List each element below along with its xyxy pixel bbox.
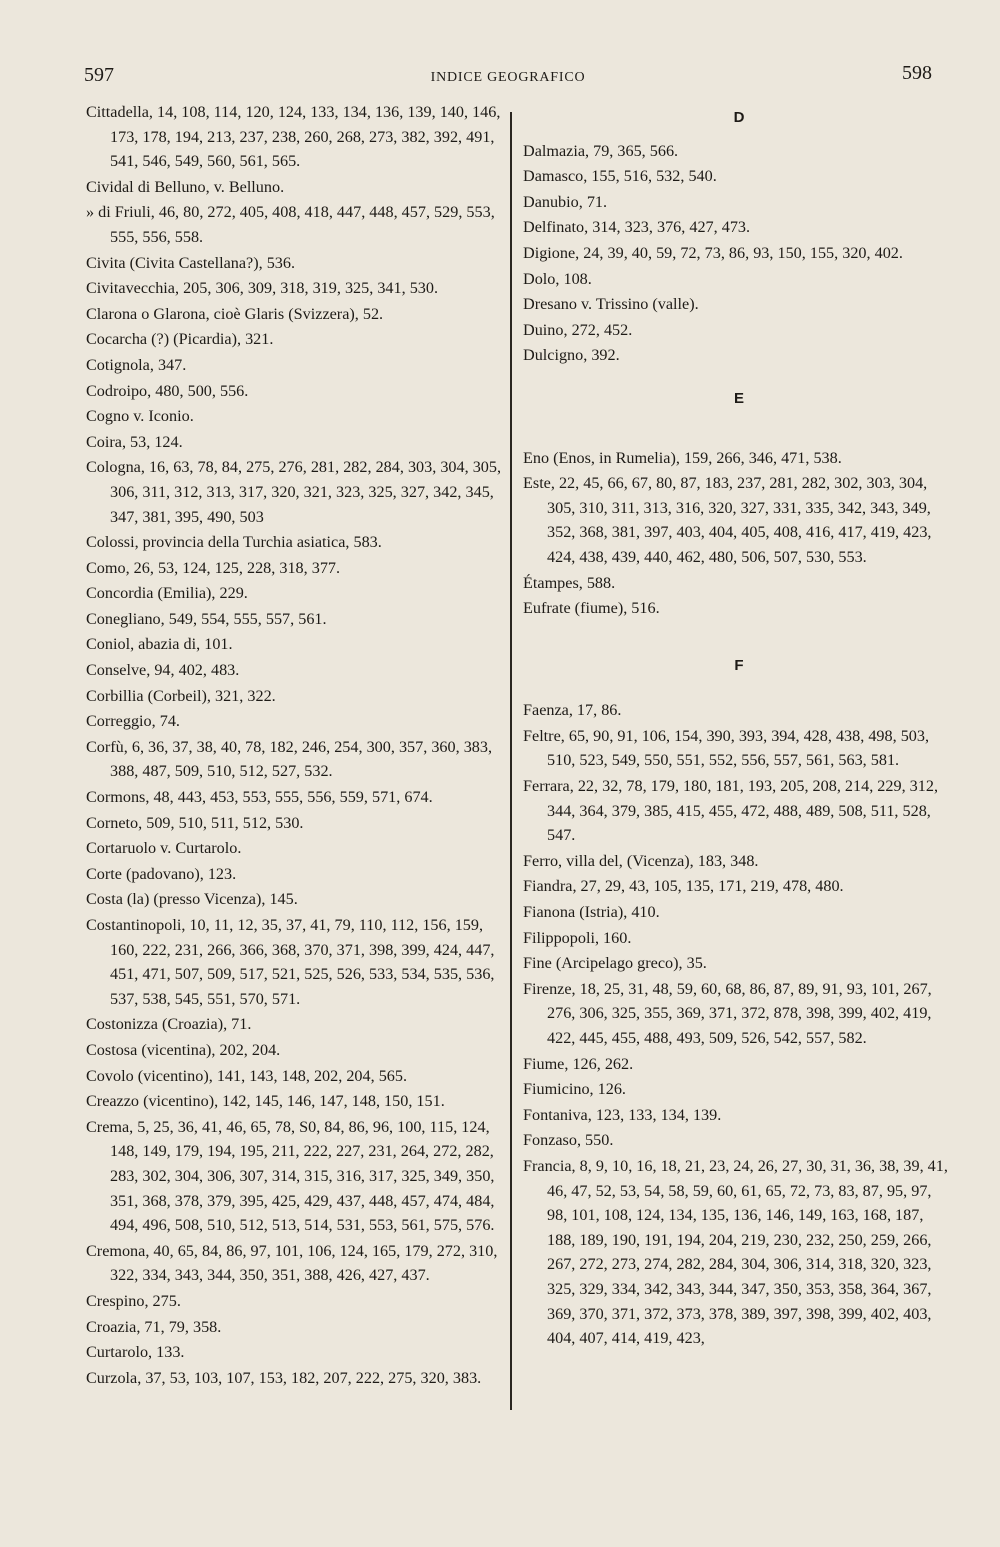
index-entry: Correggio, 74.: [86, 712, 180, 731]
index-entry: Concordia (Emilia), 229.: [86, 584, 248, 603]
index-entry: Faenza, 17, 86.: [523, 701, 622, 720]
section-letter-e: E: [733, 389, 744, 407]
column-divider: [510, 112, 512, 1410]
index-entry: Fonzaso, 550.: [523, 1131, 614, 1150]
index-entry: Curtarolo, 133.: [86, 1343, 185, 1362]
section-letter-d: D: [733, 109, 745, 126]
section-letter-f: F: [734, 656, 744, 674]
index-entry: Creazzo (vicentino), 142, 145, 146, 147, 148, 150, 151.: [86, 1092, 445, 1111]
index-entry: Cormons, 48, 443, 453, 553, 555, 556, 559, 571, 674.: [86, 788, 433, 807]
index-entry: Cittadella, 14, 108, 114, 120, 124, 133, 134, 136, 139, 140, 146, 173, 178, 194, 213, 237, 238, 260, 268, 273, 382, 392, 491, 541, 546, 549, 560, 561, 565.: [86, 103, 501, 171]
index-entry: Cividal di Belluno, v. Belluno.: [86, 177, 285, 196]
index-entry: Fianona (Istria), 410.: [523, 903, 660, 922]
index-entry: Conegliano, 549, 554, 555, 557, 561.: [86, 609, 327, 628]
index-entry: Feltre, 65, 90, 91, 106, 154, 390, 393, 394, 428, 438, 498, 503, 510, 523, 549, 550, 551, 552, 556, 557, 561, 563, 581.: [523, 726, 930, 770]
index-entry: Cologna, 16, 63, 78, 84, 275, 276, 281, 282, 284, 303, 304, 305, 306, 311, 312, 313, 317, 320, 321, 323, 325, 327, 342, 345, 347, 381, 395, 490, 503: [86, 458, 502, 526]
index-entry: Cotignola, 347.: [86, 355, 187, 374]
index-entry: Civitavecchia, 205, 306, 309, 318, 319, 325, 341, 530.: [86, 279, 439, 298]
page-number-right: 598: [902, 62, 932, 84]
index-entry: Cogno v. Iconio.: [86, 407, 194, 426]
index-entry: Curzola, 37, 53, 103, 107, 153, 182, 207, 222, 275, 320, 383.: [86, 1368, 482, 1387]
index-entry: Eufrate (fiume), 516.: [523, 599, 660, 618]
index-entry: Dolo, 108.: [523, 269, 592, 288]
index-entry: Costantinopoli, 10, 11, 12, 35, 37, 41, 79, 110, 112, 156, 159, 160, 222, 231, 266, 366, 368, 370, 371, 398, 399, 424, 447, 451, 471, 507, 509, 517, 521, 525, 526, 533, 534, 535, 536, 537, 538, 545, 551, 570, 571.: [86, 916, 495, 1008]
index-entry: Eno (Enos, in Rumelia), 159, 266, 346, 471, 538.: [523, 448, 842, 467]
index-entry: Costosa (vicentina), 202, 204.: [86, 1040, 281, 1059]
section-gap: [523, 369, 955, 381]
left-column: [86, 100, 506, 1391]
page-header: [84, 62, 932, 92]
index-entry: Francia, 8, 9, 10, 16, 18, 21, 23, 24, 26, 27, 30, 31, 36, 38, 39, 41, 46, 47, 52, 53, 54, 58, 59, 60, 61, 65, 72, 73, 83, 87, 95, 97, 98, 101, 108, 124, 134, 135, 136, 146, 149, 163, 168, 187, 188, 189, 190, 191, 194, 204, 219, 230, 232, 250, 259, 266, 267, 272, 273, 274, 282, 284, 304, 306, 314, 318, 320, 323, 325, 329, 334, 342, 343, 344, 347, 350, 353, 358, 364, 367, 369, 370, 371, 372, 373, 378, 389, 397, 398, 399, 402, 403, 404, 407, 414, 419, 423,: [523, 1156, 948, 1348]
index-entry: Fine (Arcipelago greco), 35.: [523, 954, 707, 973]
index-entry: Crespino, 275.: [86, 1291, 181, 1310]
index-entry: Fiandra, 27, 29, 43, 105, 135, 171, 219, 478, 480.: [523, 877, 844, 896]
index-entry: Cortaruolo v. Curtarolo.: [86, 839, 242, 858]
running-title: INDICE GEOGRAFICO: [430, 70, 586, 85]
index-entry: Crema, 5, 25, 36, 41, 46, 65, 78, S0, 84, 86, 96, 100, 115, 124, 148, 149, 179, 194, 195, 211, 222, 227, 231, 264, 272, 282, 283, 302, 304, 306, 307, 314, 315, 316, 317, 325, 349, 350, 351, 368, 378, 379, 395, 425, 429, 437, 448, 457, 474, 484, 494, 496, 508, 510, 512, 513, 514, 531, 553, 561, 575, 576.: [86, 1117, 495, 1235]
index-entry: Dalmazia, 79, 365, 566.: [523, 141, 679, 160]
section-gap: [523, 686, 955, 698]
index-entry: Civita (Civita Castellana?), 536.: [86, 253, 296, 272]
index-entry: Fiumicino, 126.: [523, 1080, 626, 1099]
index-entry: Delfinato, 314, 323, 376, 427, 473.: [523, 218, 751, 237]
index-entry: Ferrara, 22, 32, 78, 179, 180, 181, 193, 205, 208, 214, 229, 312, 344, 364, 379, 385, 415, 455, 472, 488, 489, 508, 511, 528, 547.: [523, 777, 938, 845]
index-entry: Digione, 24, 39, 40, 59, 72, 73, 86, 93, 150, 155, 320, 402.: [523, 243, 903, 262]
right-column: [523, 100, 955, 1352]
index-entry: Étampes, 588.: [523, 573, 616, 592]
index-entry: Dulcigno, 392.: [523, 346, 620, 365]
index-entry: Firenze, 18, 25, 31, 48, 59, 60, 68, 86, 87, 89, 91, 93, 101, 267, 276, 306, 325, 355, 369, 371, 372, 878, 398, 399, 402, 419, 422, 445, 455, 488, 493, 509, 526, 542, 557, 582.: [523, 979, 932, 1047]
index-entry: Colossi, provincia della Turchia asiatica, 583.: [86, 533, 382, 552]
index-entry: Coniol, abazia di, 101.: [86, 635, 233, 654]
index-entry: Duino, 272, 452.: [523, 320, 633, 339]
index-entry: Corbillia (Corbeil), 321, 322.: [86, 686, 276, 705]
index-entry: Covolo (vicentino), 141, 143, 148, 202, 204, 565.: [86, 1066, 408, 1085]
index-entry: Danubio, 71.: [523, 192, 608, 211]
index-entry: Coira, 53, 124.: [86, 432, 183, 451]
index-entry: Conselve, 94, 402, 483.: [86, 661, 240, 680]
index-entry: Este, 22, 45, 66, 67, 80, 87, 183, 237, 281, 282, 302, 303, 304, 305, 310, 311, 313, 316, 320, 327, 331, 335, 342, 343, 349, 352, 368, 381, 397, 403, 404, 405, 408, 416, 417, 419, 423, 424, 438, 439, 440, 462, 480, 506, 507, 530, 553.: [523, 474, 932, 566]
index-entry: Ferro, villa del, (Vicenza), 183, 348.: [523, 851, 759, 870]
index-entry: Corfù, 6, 36, 37, 38, 40, 78, 182, 246, 254, 300, 357, 360, 383, 388, 487, 509, 510, 512, 527, 532.: [86, 737, 493, 781]
index-entry: Codroipo, 480, 500, 556.: [86, 381, 249, 400]
section-gap: [523, 420, 955, 446]
section-gap: [523, 622, 955, 648]
index-entry: Clarona o Glarona, cioè Glaris (Svizzera), 52.: [86, 304, 384, 323]
index-entry: Cremona, 40, 65, 84, 86, 97, 101, 106, 124, 165, 179, 272, 310, 322, 334, 343, 344, 350, 351, 388, 426, 427, 437.: [86, 1241, 498, 1285]
page-number-left: 597: [84, 64, 114, 86]
index-entry: Costa (la) (presso Vicenza), 145.: [86, 890, 298, 909]
index-entry: Corte (padovano), 123.: [86, 864, 237, 883]
index-entry: Costonizza (Croazia), 71.: [86, 1015, 252, 1034]
index-entry: Corneto, 509, 510, 511, 512, 530.: [86, 813, 304, 832]
index-entry: Damasco, 155, 516, 532, 540.: [523, 167, 717, 186]
index-entry: Como, 26, 53, 124, 125, 228, 318, 377.: [86, 558, 341, 577]
index-entry: Croazia, 71, 79, 358.: [86, 1317, 222, 1336]
index-entry: Cocarcha (?) (Picardia), 321.: [86, 330, 274, 349]
index-entry: » di Friuli, 46, 80, 272, 405, 408, 418, 447, 448, 457, 529, 553, 555, 556, 558.: [86, 203, 495, 246]
index-entry: Filippopoli, 160.: [523, 928, 632, 947]
index-entry: Fontaniva, 123, 133, 134, 139.: [523, 1105, 722, 1124]
index-entry: Dresano v. Trissino (valle).: [523, 295, 699, 314]
index-entry: Fiume, 126, 262.: [523, 1054, 634, 1073]
